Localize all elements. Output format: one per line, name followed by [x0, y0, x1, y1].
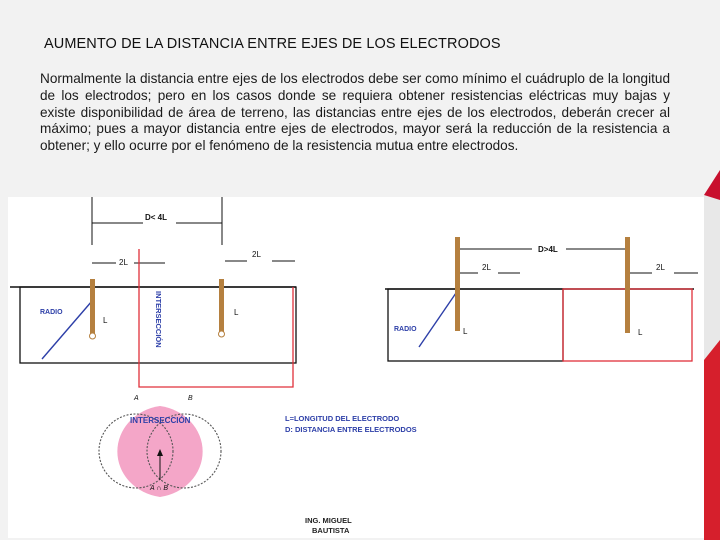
l-label-2: L: [234, 308, 239, 317]
two-l-label-left-r: 2L: [482, 263, 491, 272]
ground-box-left-r: [388, 289, 563, 361]
venn-formula: A ∩ B: [150, 485, 168, 492]
electrode-2-tip: [219, 331, 225, 337]
venn-label-b: B: [188, 395, 193, 402]
slide-title: AUMENTO DE LA DISTANCIA ENTRE EJES DE LOS ELECTRODOS: [44, 36, 501, 52]
electrode-diagram-figure: [8, 197, 704, 538]
right-diagram: [385, 237, 698, 361]
legend-line-2: D: DISTANCIA ENTRE ELECTRODOS: [285, 425, 417, 434]
slide-paragraph: Normalmente la distancia entre ejes de los electrodos debe ser como mínimo el cuádruplo de la longitud de los electrodos; pero en los casos donde se requiera obtener resistencias eléctricas muy bajas y existe disponibilidad de área de terreno, las distancias entre ejes de los electrodos, deberán crecer al máximo; pues a mayor distancia entre ejes de electrodos, mayor será la reducción de la resistencia a obtener; y ello ocurre por el fenómeno de la resistencia mutua entre electrodos.: [40, 71, 670, 154]
l-label-4: L: [638, 328, 643, 337]
electrode-diagram: [8, 197, 704, 538]
venn-intersection-label: INTERSECCIÓN: [130, 416, 191, 425]
electrode-1: [90, 279, 95, 335]
two-l-label-right-r: 2L: [656, 263, 665, 272]
venn-label-a: A: [134, 395, 139, 402]
two-l-label-right: 2L: [252, 250, 261, 259]
l-label-3: L: [463, 327, 468, 336]
l-label-1: L: [103, 316, 108, 325]
distance-label-right: D>4L: [538, 245, 558, 254]
distance-label: D< 4L: [145, 213, 168, 222]
author-line-2: BAUTISTA: [312, 526, 350, 535]
electrode-2: [219, 279, 224, 333]
radio-label-r: RADIO: [394, 326, 417, 333]
radius-line-r: [419, 293, 456, 347]
left-diagram: [10, 197, 296, 387]
red-accent-triangle-bottom: [704, 340, 720, 540]
electrode-1-tip: [90, 333, 96, 339]
two-l-label-left: 2L: [119, 258, 128, 267]
legend-line-1: L=LONGITUD DEL ELECTRODO: [285, 414, 400, 423]
radio-label: RADIO: [40, 309, 63, 316]
author-line-1: ING. MIGUEL: [305, 516, 352, 525]
venn-diagram: [99, 395, 221, 497]
intersection-vertical-label: INTERSECCIÓN: [154, 291, 163, 348]
electrode-4: [625, 237, 630, 333]
electrode-3: [455, 237, 460, 331]
